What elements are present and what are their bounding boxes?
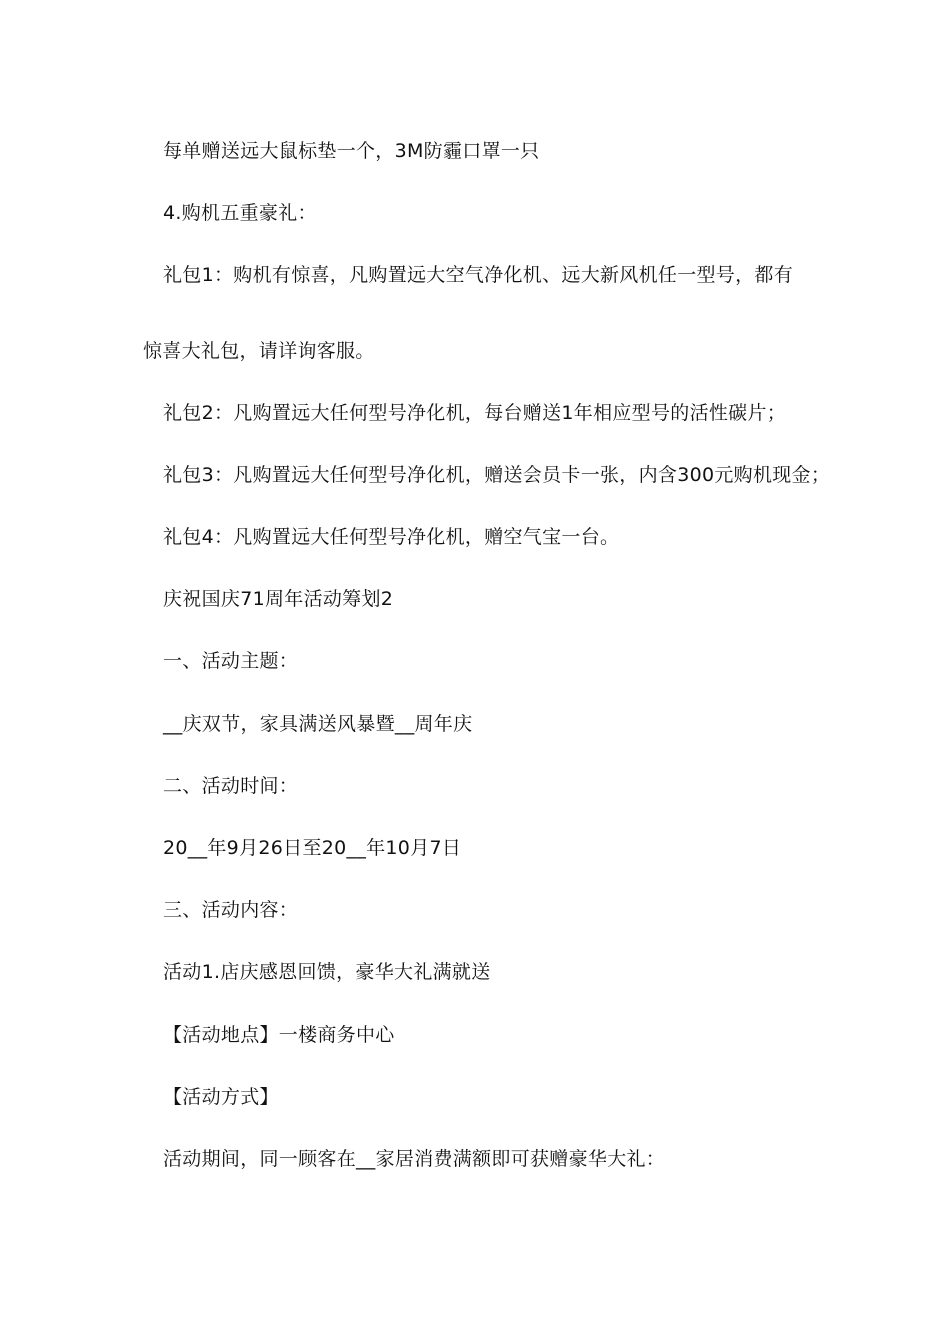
paragraph-gift-package-1: 礼包1：购机有惊喜，凡购置远大空气净化机、远大新风机任一型号，都有 [163,264,793,286]
paragraph-activity-rule: 活动期间，同一顾客在__家居消费满额即可获赠豪华大礼： [163,1148,666,1170]
heading-activity-content: 三、活动内容： [163,899,299,921]
paragraph-gift-package-1-cont: 惊喜大礼包，请详询客服。 [143,340,375,362]
paragraph-activity-method: 【活动方式】 [163,1086,279,1108]
paragraph-gift-package-3: 礼包3：凡购置远大任何型号净化机，赠送会员卡一张，内含300元购机现金； [163,464,831,486]
heading-activity-time: 二、活动时间： [163,775,299,797]
paragraph-activity-time: 20__年9月26日至20__年10月7日 [163,837,462,859]
paragraph-gift-package-4: 礼包4：凡购置远大任何型号净化机，赠空气宝一台。 [163,526,620,548]
paragraph-activity-location: 【活动地点】一楼商务中心 [163,1024,395,1046]
paragraph-activity-theme: __庆双节，家具满送风暴暨__周年庆 [163,713,473,735]
paragraph-gift-mousepad: 每单赠送远大鼠标垫一个，3M防霾口罩一只 [163,140,540,162]
heading-activity-theme: 一、活动主题： [163,650,299,672]
section-title: 庆祝国庆71周年活动筹划2 [163,588,394,610]
paragraph-activity-1: 活动1.店庆感恩回馈，豪华大礼满就送 [163,961,491,983]
paragraph-gift-package-2: 礼包2：凡购置远大任何型号净化机，每台赠送1年相应型号的活性碳片； [163,402,787,424]
heading-five-gifts: 4.购机五重豪礼： [163,202,317,224]
